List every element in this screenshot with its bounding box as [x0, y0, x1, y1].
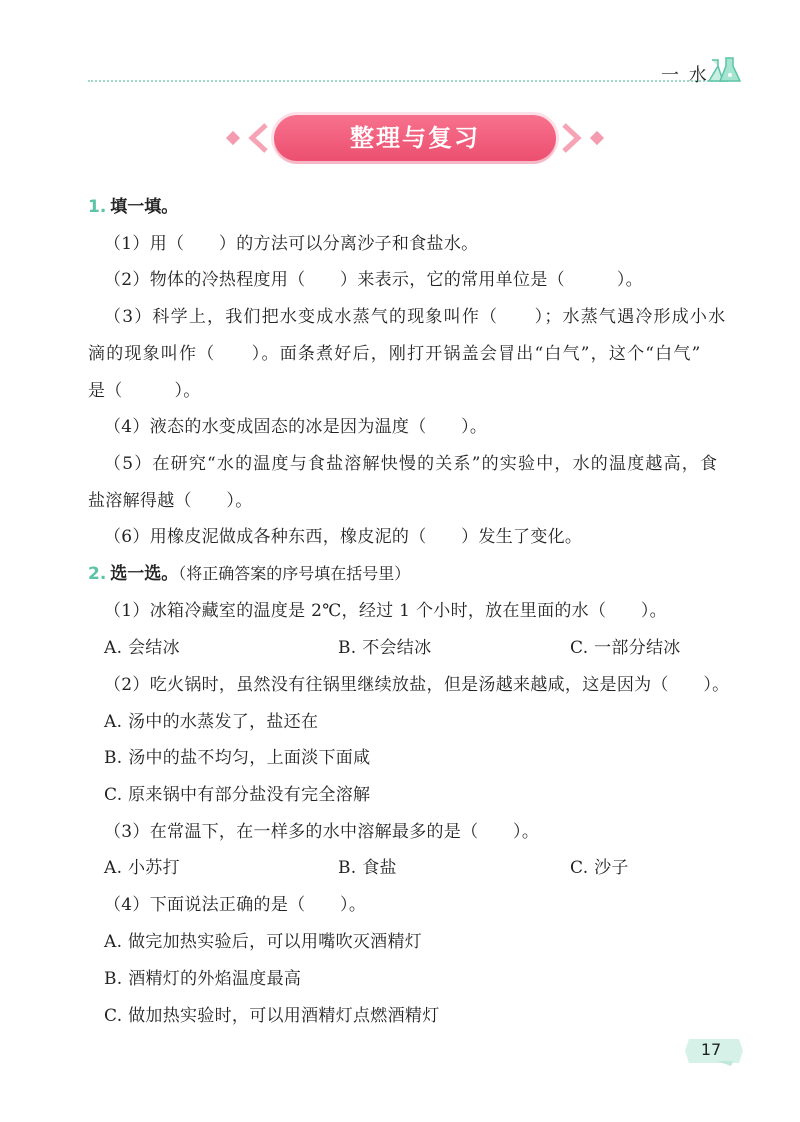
- section1-heading: [88, 192, 178, 217]
- question-stem: （2）吃火锅时，虽然没有往锅里继续放盐，但是汤越来越咸，这是因为（ ）。: [104, 675, 730, 695]
- fill-line: 滴的现象叫作（ ）。面条煮好后，刚打开锅盖会冒出“白气”，这个“白气”: [88, 344, 702, 364]
- flask-icon: [706, 54, 746, 84]
- header-divider: [88, 80, 728, 82]
- section2-subtitle: （将正确答案的序号填在括号里）: [178, 564, 411, 583]
- question-stem: （1）冰箱冷藏室的温度是 2℃，经过 1 个小时，放在里面的水（ ）。: [104, 601, 667, 621]
- section-banner: [220, 115, 610, 165]
- fill-line: （6）用橡皮泥做成各种东西，橡皮泥的（ ）发生了变化。: [104, 527, 583, 547]
- option-c: C. 原来锅中有部分盐没有完全溶解: [104, 785, 371, 805]
- fill-line: （2）物体的冷热程度用（ ）来表示，它的常用单位是（ ）。: [104, 270, 643, 290]
- option-c: C. 做加热实验时，可以用酒精灯点燃酒精灯: [104, 1006, 440, 1026]
- option-b: B. 酒精灯的外焰温度最高: [104, 969, 302, 989]
- option-a: A. 小苏打: [104, 858, 180, 878]
- fill-line: （3）科学上，我们把水变成水蒸气的现象叫作（ ）；水蒸气遇冷形成小水: [104, 307, 727, 327]
- fill-line: （1）用（ ）的方法可以分离沙子和食盐水。: [104, 234, 479, 254]
- fill-line: （4）液态的水变成固态的冰是因为温度（ ）。: [104, 417, 488, 437]
- chevron-left-icon: [246, 123, 268, 153]
- option-b: B. 食盐: [338, 858, 397, 878]
- question-stem: （4）下面说法正确的是（ ）。: [104, 895, 367, 915]
- section2-title: 选一选。: [110, 564, 179, 584]
- option-b: B. 不会结冰: [338, 638, 432, 658]
- diamond-icon: [590, 131, 604, 145]
- section1-title: 填一填。: [110, 197, 179, 217]
- fill-line: 盐溶解得越（ ）。: [88, 491, 253, 511]
- question-stem: （3）在常温下，在一样多的水中溶解最多的是（ ）。: [104, 822, 540, 842]
- section1-number: 1.: [88, 197, 107, 217]
- section2-heading: [88, 559, 410, 584]
- option-c: C. 一部分结冰: [570, 638, 681, 658]
- unit-title: 一 水: [661, 65, 709, 86]
- option-a: A. 会结冰: [104, 638, 180, 658]
- section2-number: 2.: [88, 564, 107, 584]
- diamond-icon: [226, 131, 240, 145]
- option-b: B. 汤中的盐不均匀，上面淡下面咸: [104, 748, 371, 768]
- page-number: 17: [700, 1040, 722, 1059]
- option-c: C. 沙子: [570, 858, 629, 878]
- fill-line: （5）在研究“水的温度与食盐溶解快慢的关系”的实验中，水的温度越高，食: [104, 454, 719, 474]
- fill-line: 是（ ）。: [88, 381, 201, 401]
- banner-title: 整理与复习: [350, 124, 480, 152]
- chevron-right-icon: [562, 123, 584, 153]
- option-a: A. 做完加热实验后，可以用嘴吹灭酒精灯: [104, 932, 423, 952]
- option-a: A. 汤中的水蒸发了，盐还在: [104, 712, 319, 732]
